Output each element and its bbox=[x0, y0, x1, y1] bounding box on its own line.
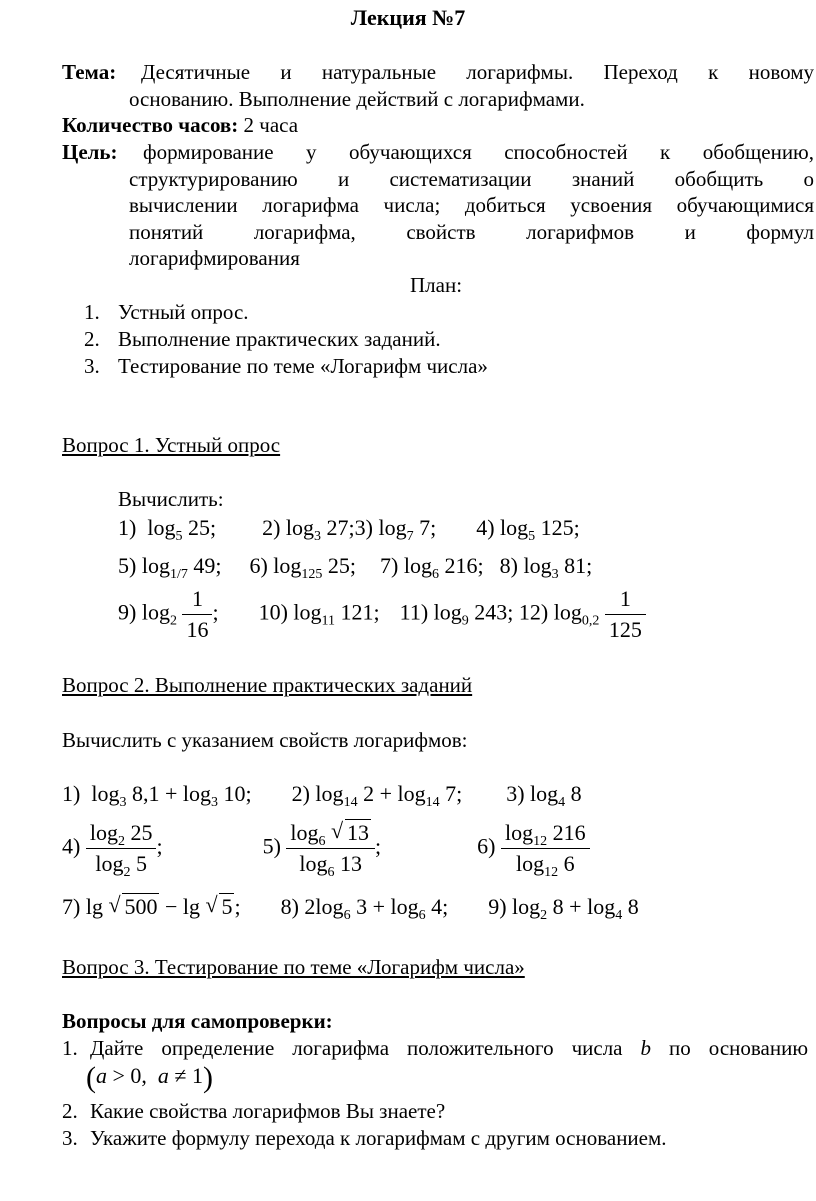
page-title: Лекция №7 bbox=[350, 5, 466, 30]
hours-value: 2 часа bbox=[243, 113, 299, 137]
q1-instruction: Вычислить: bbox=[118, 487, 224, 511]
q2-heading: Вопрос 2. Выполнение практических заданий bbox=[62, 673, 473, 697]
selfcheck-item-3: Укажите формулу перехода к логарифмам с другим основанием. bbox=[90, 1126, 667, 1150]
q1-heading: Вопрос 1. Устный опрос bbox=[62, 433, 281, 457]
selfcheck-condition: (a > 0, a ≠ 1) bbox=[86, 1061, 213, 1094]
goal-label: Цель: bbox=[62, 140, 118, 164]
q1-row-1: 1) $\log_5 25$; 2) $\log_3$ 27;3) $\log_7 7$; 4) $\log_5 125$; bbox=[118, 515, 580, 544]
q1-row-2: 5) $\log_{1/7} 49$; 6) $\log_{125} 25$; 7) $\log_6 216$; 8) $\log_3 81$; bbox=[118, 553, 593, 582]
goal-line-1: формирование у обучающихся способностей к обобщению, bbox=[143, 140, 814, 164]
plan-heading: План: bbox=[410, 273, 463, 297]
hours-label: Количество часов: bbox=[62, 113, 239, 137]
plan-item: Тестирование по теме «Логарифм числа» bbox=[118, 354, 488, 378]
plan-item-num: 2. bbox=[84, 327, 100, 351]
q2-row-3: 7) lg √ 500 − lg √ 5; 8) $2\log_6$ $3 + \log_6 4$; 9) $\log_2 8 + \log_4 8$ bbox=[62, 892, 639, 923]
goal-line-5: логарифмирования bbox=[129, 246, 300, 270]
goal-line-4: понятий логарифма, свойств логарифмов и формул bbox=[129, 220, 814, 244]
selfcheck-var: b bbox=[640, 1036, 652, 1060]
goal-line-2: структурированию и систематизации знаний обобщить о bbox=[129, 167, 814, 191]
q2-row-2: 4) $\frac{\log_2 25}{\log_2 5}$ ; 5) $\log_6$ √ 13 $\log_6 13$ ; 6) $\frac{\log_{12} 216}{\log_{12} 6}$ bbox=[62, 818, 590, 879]
topic-line-2: основанию. Выполнение действий с логарифмами. bbox=[129, 87, 585, 111]
selfcheck-item-2: Какие свойства логарифмов Вы знаете? bbox=[90, 1099, 446, 1123]
plan-item: Выполнение практических заданий. bbox=[118, 327, 441, 351]
selfcheck-num: 1. bbox=[62, 1036, 78, 1060]
q1-row-3: 9) $\log_2$ $\frac{1}{16}$ ; 10) $\log_{11} 121$; 11) $\log_9 243$; 12) $\log_{0,2}$ $\frac{1}{125}$ bbox=[118, 584, 646, 645]
selfcheck-heading: Вопросы для самопроверки: bbox=[62, 1009, 333, 1033]
plan-item-num: 3. bbox=[84, 354, 100, 378]
topic-label: Тема: bbox=[62, 60, 117, 84]
q2-row-1: 1) $\log_3 8,1 + \log_3 10$; 2) $\log_{14} 2 + \log_{14} 7$; 3) $\log_4 8$ bbox=[62, 781, 582, 810]
plan-item-num: 1. bbox=[84, 300, 100, 324]
selfcheck-item-text: Дайте определение логарифма положительного числа bbox=[90, 1036, 623, 1060]
selfcheck-num: 2. bbox=[62, 1099, 78, 1123]
selfcheck-item-1 bbox=[90, 1034, 808, 1062]
hours-row bbox=[62, 111, 298, 139]
topic-line-1: Десятичные и натуральные логарифмы. Переход к новому bbox=[141, 60, 814, 84]
selfcheck-item-tail: по основанию bbox=[669, 1036, 809, 1060]
goal-line-3: вычислении логарифма числа; добиться усвоения обучающимися bbox=[129, 193, 814, 217]
plan-item: Устный опрос. bbox=[118, 300, 249, 324]
q2-instruction: Вычислить с указанием свойств логарифмов: bbox=[62, 728, 468, 752]
selfcheck-num: 3. bbox=[62, 1126, 78, 1150]
q3-heading: Вопрос 3. Тестирование по теме «Логарифм числа» bbox=[62, 955, 525, 979]
